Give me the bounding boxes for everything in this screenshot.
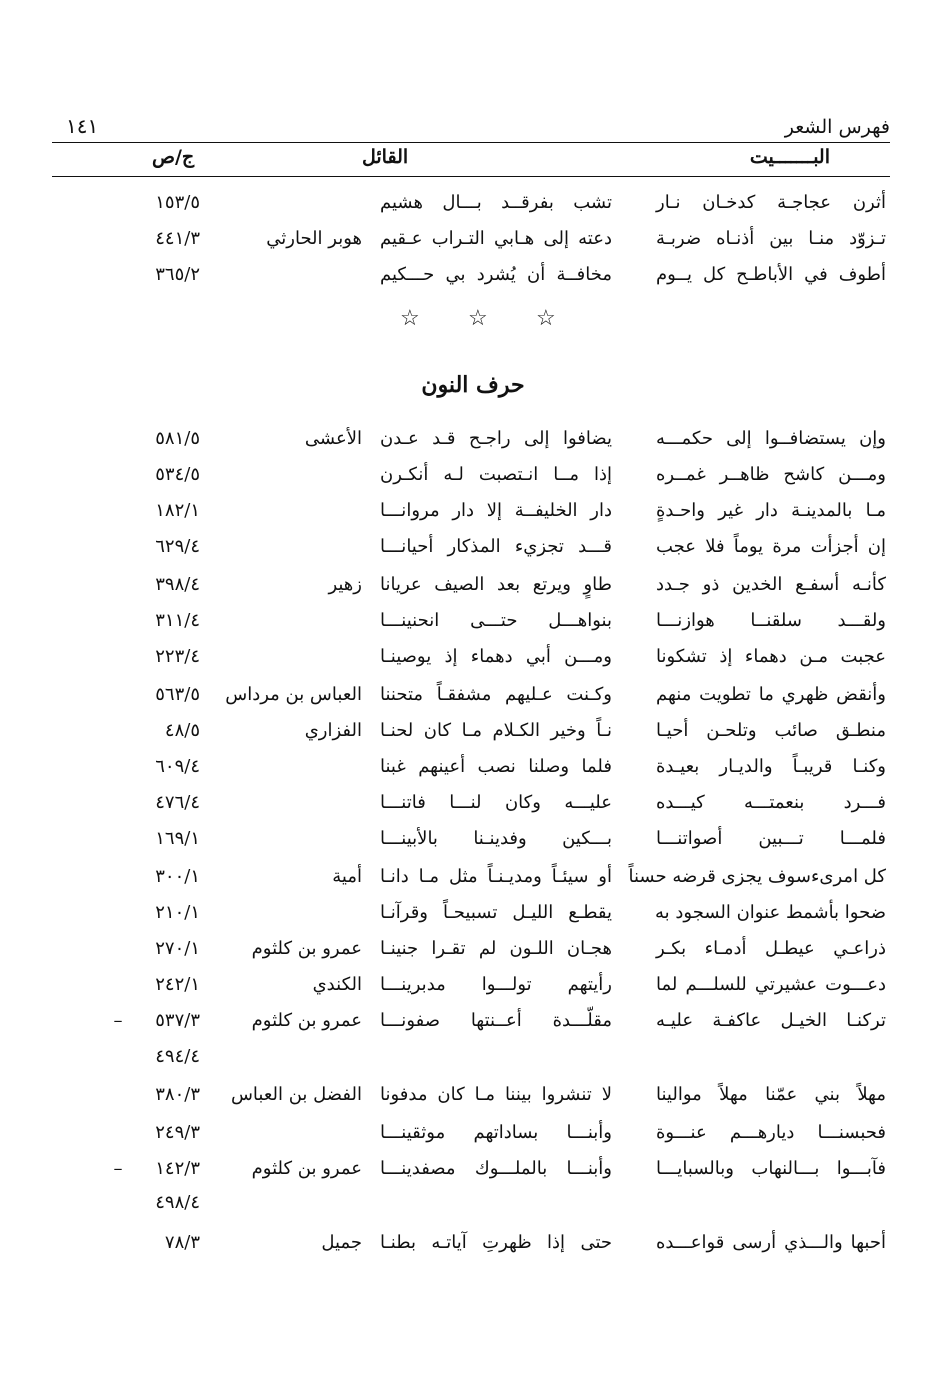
section-title: حرف النون <box>421 372 525 398</box>
verse-second-hemistich: إذا مــا انـتصبت لـه أنكـرن <box>380 464 612 485</box>
column-header-poet: القائل <box>362 146 409 168</box>
verse-second-hemistich: لا تنشروا بيننا مـا كان مدفونا <box>380 1084 612 1105</box>
verse-reference-continued: ٤٩٨/٤ <box>155 1192 200 1213</box>
verse-poet: زهير <box>328 574 362 595</box>
verse-first-hemistich: إن أجزأت مرة يوماً فلا عجب <box>656 536 886 557</box>
verse-reference: ٥٣٤/٥ <box>155 464 200 485</box>
verse-second-hemistich: بـــكين وفدينـنا بالأبينـــا <box>380 828 612 849</box>
verse-reference: ٢٤٢/١ <box>155 974 200 995</box>
verse-second-hemistich: أو سيئـاً ومديـنـاً مثل مـا دانـا <box>380 866 612 887</box>
verse-row <box>52 1228 890 1262</box>
verse-second-hemistich: وأبنـــا بساداتهم موثقينـــا <box>380 1122 612 1143</box>
verse-row <box>52 260 890 294</box>
verse-reference: ٢١٠/١ <box>155 902 200 923</box>
continuation-row <box>52 1042 890 1076</box>
star-icon: ☆ <box>536 306 556 331</box>
verse-second-hemistich: يقطـع الليـل تسبيحـاً وقرآنـا <box>380 902 612 923</box>
verse-first-hemistich: تـزوّد منـا بين أذنـاه ضربـة <box>656 228 886 249</box>
verse-reference: ٦٢٩/٤ <box>155 536 200 557</box>
verse-second-hemistich: فلما وصلنا نصب أعينهم غبنا <box>380 756 612 777</box>
verse-poet: جميل <box>321 1232 362 1253</box>
verse-second-hemistich: ومـــن أبي دهماء إذ يوصينـا <box>380 646 612 667</box>
verse-row <box>52 898 890 932</box>
verse-first-hemistich: فآبـــوا بـــالنهاب وبالسبايـــا <box>656 1158 886 1179</box>
verse-reference: ١٥٣/٥ <box>155 192 200 213</box>
verse-first-hemistich: مـا بالمدينـة دار غير واحـدةٍ <box>656 500 886 521</box>
verse-reference: ١٨٢/١ <box>155 500 200 521</box>
verse-reference: ٣٦٥/٢ <box>155 264 200 285</box>
verse-second-hemistich: وأبنـــا بالملـــوك مصفدينـــا <box>380 1158 612 1179</box>
verse-poet: أمية <box>332 866 362 887</box>
verse-second-hemistich: عليـــه وكان لنـــا فاتنـــا <box>380 792 612 813</box>
verse-reference: ٣١١/٤ <box>155 610 200 631</box>
verse-reference-continued: ٤٩٤/٤ <box>155 1046 200 1067</box>
verse-reference: ٥٦٣/٥ <box>155 684 200 705</box>
verse-second-hemistich: دار الخليفــة إلا دار مروانـــا <box>380 500 612 521</box>
verse-first-hemistich: دعـــوت عشيرتي للسلـــم لما <box>656 974 886 995</box>
verse-reference: ٣٠٠/١ <box>155 866 200 887</box>
verse-first-hemistich: وأنقض ظهري ما تطويت منهم <box>656 684 886 705</box>
page-number: ١٤١ <box>66 114 99 138</box>
continuation-row <box>52 1188 890 1222</box>
verse-poet: هوبر الحارثي <box>266 228 362 249</box>
verse-first-hemistich: وإن يستضافــوا إلى حكمـــه <box>656 428 886 449</box>
verse-second-hemistich: بنواهـــل حتـــى انحنينـــا <box>380 610 612 631</box>
verse-reference: ٣٨٠/٣ <box>155 1084 200 1105</box>
verse-reference: ٣٩٨/٤ <box>155 574 200 595</box>
verse-row <box>52 1006 890 1040</box>
verse-row <box>52 934 890 968</box>
verse-second-hemistich: طاوٍ ويرتع بعد الصيف عريانا <box>380 574 612 595</box>
verse-first-hemistich: ولقـــد سلقنــا هوازنـــا <box>656 610 886 631</box>
verse-first-hemistich: مهلاً بني عمّنا مهلاً موالينا <box>656 1084 886 1105</box>
running-title: فهرس الشعر <box>784 116 890 138</box>
verse-row <box>52 188 890 222</box>
verse-reference: ٢٢٣/٤ <box>155 646 200 667</box>
verse-row <box>52 680 890 714</box>
verse-second-hemistich: وكـنت عـليهم مشفقـاً متحننا <box>380 684 612 705</box>
verse-first-hemistich: ومـــن كاشح ظاهــر غمــره <box>656 464 886 485</box>
verse-second-hemistich: مقلّـــدة أعــنتها صفونـــا <box>380 1010 612 1031</box>
verse-reference: ١٤٢/٣ <box>155 1158 200 1179</box>
verse-row <box>52 1080 890 1114</box>
verse-reference: ٤٨/٥ <box>164 720 200 741</box>
verse-first-hemistich: كل امرىءسوف يجزى قرضه حسناً <box>628 866 886 887</box>
verse-poet: الكندي <box>312 974 362 995</box>
verse-row <box>52 970 890 1004</box>
verse-reference: ٤٧٦/٤ <box>155 792 200 813</box>
column-header-rule <box>52 176 890 177</box>
verse-second-hemistich: تشب بفرقــد بـــال هشيم <box>380 192 612 213</box>
verse-row <box>52 224 890 258</box>
verse-row <box>52 496 890 530</box>
verse-poet: العباس بن مرداس <box>225 684 362 705</box>
verse-first-hemistich: ضحوا بأشمط عنوان السجود به <box>655 902 886 923</box>
verse-second-hemistich: رأيتهم تولـــوا مدبرينـــا <box>380 974 612 995</box>
section-divider-stars <box>380 306 580 336</box>
column-header-reference: ج/ص <box>152 146 195 168</box>
column-headers <box>52 146 890 174</box>
verse-reference: ٢٤٩/٣ <box>155 1122 200 1143</box>
verse-first-hemistich: فلمـــا تـــبين أصواتنـــا <box>656 828 886 849</box>
verse-second-hemistich: نـاً وخير الكـلام مـا كان لحنـا <box>380 720 612 741</box>
verse-second-hemistich: حتى إذا ظهرتِ آياتـه بطنـا <box>380 1232 612 1253</box>
verse-second-hemistich: يضافوا إلى راجـح قـد عـدن <box>380 428 612 449</box>
verse-first-hemistich: منطـق صائب وتلحـن أحيـا <box>656 720 886 741</box>
continuation-dash: – <box>113 1158 123 1179</box>
verse-first-hemistich: أحبها والـــذي أرسى قواعـــده <box>656 1232 886 1253</box>
verse-row <box>52 1118 890 1152</box>
star-icon: ☆ <box>400 306 420 331</box>
header-rule <box>52 142 890 143</box>
column-header-verse: البـــــــيت <box>749 146 830 168</box>
verse-row <box>52 1154 890 1188</box>
star-icon: ☆ <box>468 306 488 331</box>
verse-first-hemistich: أثرن عجاجـة كدخـان نـار <box>656 192 886 213</box>
verse-reference: ٢٧٠/١ <box>155 938 200 959</box>
verse-second-hemistich: مخافــة أن يُشرد بي حـــكيم <box>380 264 612 285</box>
verse-poet: الفضل بن العباس <box>230 1084 362 1105</box>
verse-reference: ٦٠٩/٤ <box>155 756 200 777</box>
verse-row <box>52 642 890 676</box>
running-head <box>52 112 890 144</box>
verse-second-hemistich: قـــد تجزيء المذكار أحيانـــا <box>380 536 612 557</box>
verse-row <box>52 752 890 786</box>
continuation-dash: – <box>113 1010 123 1031</box>
verse-poet: الأعشى <box>304 428 362 449</box>
verse-first-hemistich: أطوف في الأباطـح كل يــوم <box>656 264 886 285</box>
verse-reference: ٧٨/٣ <box>164 1232 200 1253</box>
verse-reference: ٤٤١/٣ <box>155 228 200 249</box>
verse-row <box>52 716 890 750</box>
verse-poet: عمرو بن كلثوم <box>251 1010 362 1031</box>
verse-reference: ٥٨١/٥ <box>155 428 200 449</box>
verse-row <box>52 532 890 566</box>
verse-first-hemistich: كأنـه أسفـع الخدين ذو جـدد <box>656 574 886 595</box>
verse-row <box>52 606 890 640</box>
verse-first-hemistich: وكنـا قريبـاً والديـار بعيـدة <box>656 756 886 777</box>
verse-reference: ٥٣٧/٣ <box>155 1010 200 1031</box>
verse-first-hemistich: ذراعـي عيطـل أدمـاء بكـر <box>656 938 886 959</box>
verse-row <box>52 424 890 458</box>
verse-row <box>52 824 890 858</box>
verse-second-hemistich: هجـان اللـون لم تقـرا جنينـا <box>380 938 612 959</box>
verse-first-hemistich: تركنـا الخيـل عاكفـة عليـه <box>656 1010 886 1031</box>
verse-row <box>52 788 890 822</box>
verse-first-hemistich: فحبسنـــا ديارهـــم عنـــوة <box>656 1122 886 1143</box>
verse-first-hemistich: عجبت مـن دهماء إذ تشكونا <box>656 646 886 667</box>
verse-row <box>52 570 890 604</box>
verse-first-hemistich: فـــرد بنعمتـــه كيـــده <box>656 792 886 813</box>
verse-poet: الفزاري <box>304 720 362 741</box>
verse-row <box>52 862 890 896</box>
verse-reference: ١٦٩/١ <box>155 828 200 849</box>
verse-poet: عمرو بن كلثوم <box>251 938 362 959</box>
verse-poet: عمرو بن كلثوم <box>251 1158 362 1179</box>
verse-row <box>52 460 890 494</box>
verse-second-hemistich: دعته إلى هـابي التـراب عـقيم <box>380 228 612 249</box>
